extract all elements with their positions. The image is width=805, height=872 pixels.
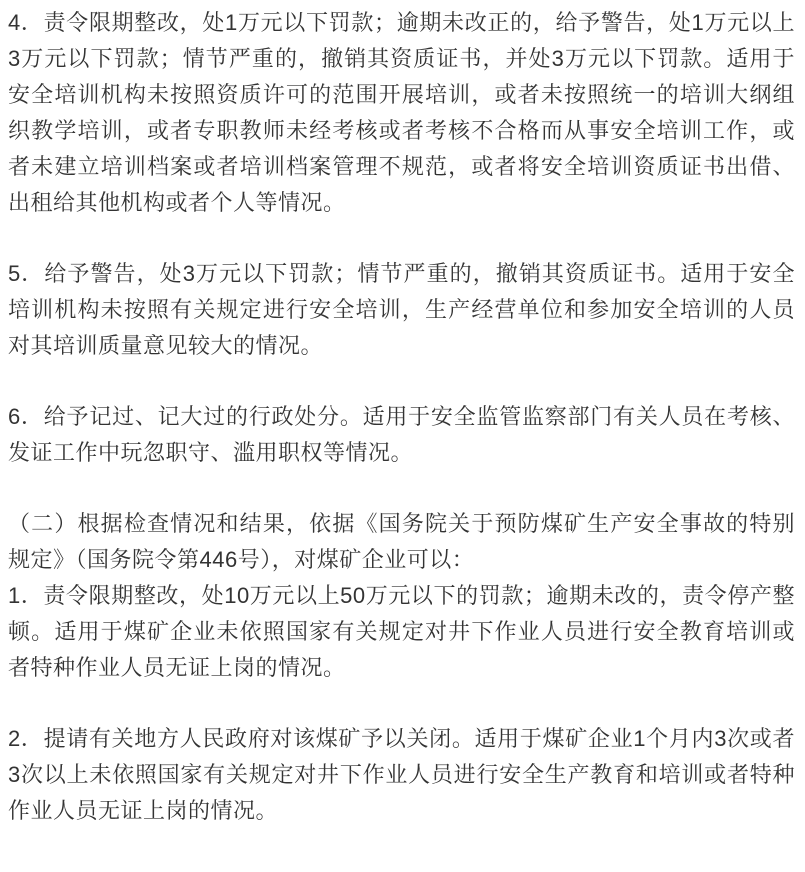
- paragraph-penalty-item-5: 5．给予警告，处3万元以下罚款；情节严重的，撤销其资质证书。适用于安全培训机构未按照有关规定进行安全培训，生产经营单位和参加安全培训的人员对其培训质量意见较大的情况。: [8, 261, 795, 358]
- paragraph-coalmine-item-2: 2．提请有关地方人民政府对该煤矿予以关闭。适用于煤矿企业1个月内3次或者3次以上未依照国家有关规定对井下作业人员进行安全生产教育和培训或者特种作业人员无证上岗的情况。: [8, 726, 795, 823]
- paragraph-penalty-item-6: 6．给予记过、记大过的行政处分。适用于安全监管监察部门有关人员在考核、发证工作中玩忽职守、滥用职权等情况。: [8, 404, 795, 465]
- paragraph-section-2-lead: （二）根据检查情况和结果，依据《国务院关于预防煤矿生产安全事故的特别规定》（国务院令第446号），对煤矿企业可以：: [8, 511, 795, 572]
- paragraph-penalty-item-4: 4．责令限期整改，处1万元以下罚款；逾期未改正的，给予警告，处1万元以上3万元以下罚款；情节严重的，撤销其资质证书，并处3万元以下罚款。适用于安全培训机构未按照资质许可的范围开展培训，或者未按照统一的培训大纲组织教学培训，或者专职教师未经考核或者考核不合格而从事安全培训工作，或者未建立培训档案或者培训档案管理不规范，或者将安全培训资质证书出借、出租给其他机构或者个人等情况。: [8, 10, 795, 215]
- paragraph-coalmine-item-1: 1．责令限期整改，处10万元以上50万元以下的罚款；逾期未改的，责令停产整顿。适用于煤矿企业未依照国家有关规定对井下作业人员进行安全教育培训或者特种作业人员无证上岗的情况。: [8, 583, 795, 680]
